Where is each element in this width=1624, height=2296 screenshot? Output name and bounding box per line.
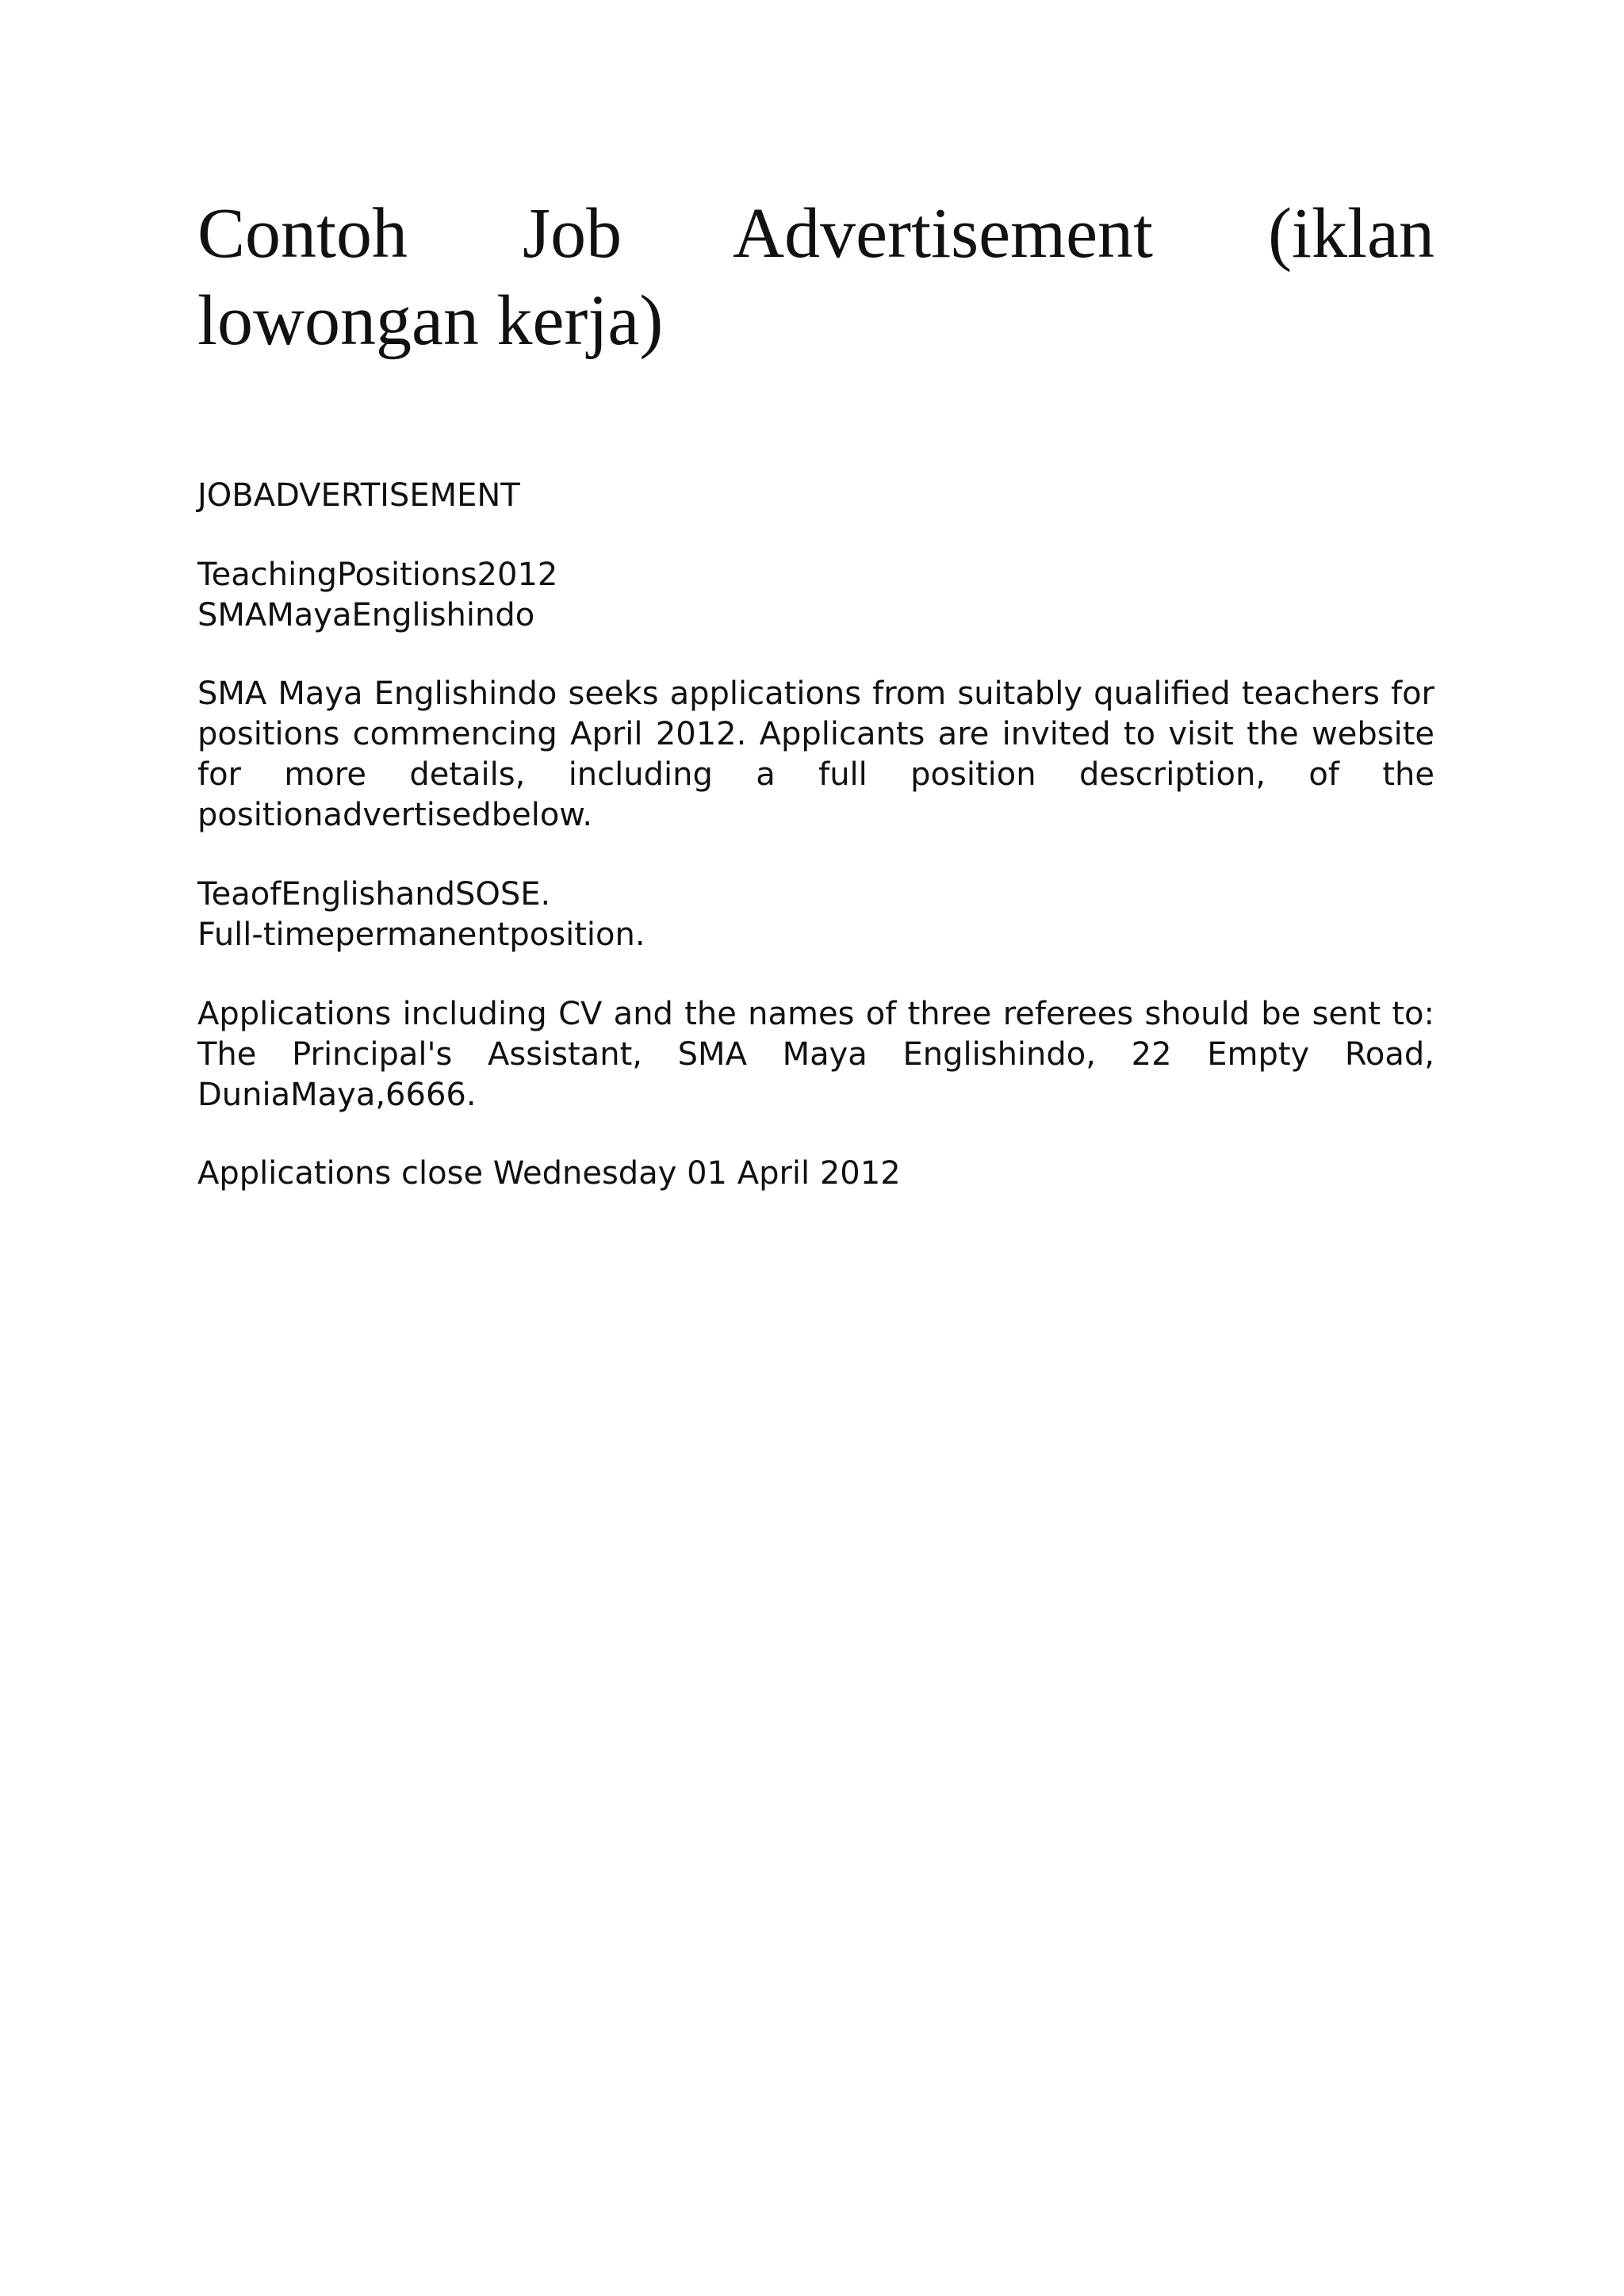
position-block (197, 555, 1434, 636)
closing-line: Applications close Wednesday 01 April 2012 (197, 1155, 901, 1192)
document-title: Contoh Job Advertisement (iklan lowongan kerja) (197, 194, 1434, 360)
school-name: SMAMayaEnglishindo (197, 597, 535, 633)
document-page (197, 190, 1434, 1192)
position-title: TeachingPositions2012 (197, 557, 558, 593)
employment-type: Full-timepermanentposition. (197, 916, 645, 953)
ad-heading: JOBADVERTISEMENT (197, 477, 520, 514)
role-line: TeaofEnglishandSOSE. (197, 876, 551, 913)
intro-paragraph: SMA Maya Englishindo seeks applications from suitably qualified teachers for positions commencing April 2012. Applicants are invited to visit the website for more details, including a full position description, of the positionadvertisedbelow. (197, 675, 1434, 833)
application-paragraph: Applications including CV and the names of three referees should be sent to: The Principal's Assistant, SMA Maya Englishindo, 22 Empty Road, DuniaMaya,6666. (197, 996, 1434, 1113)
role-block (197, 874, 1434, 955)
